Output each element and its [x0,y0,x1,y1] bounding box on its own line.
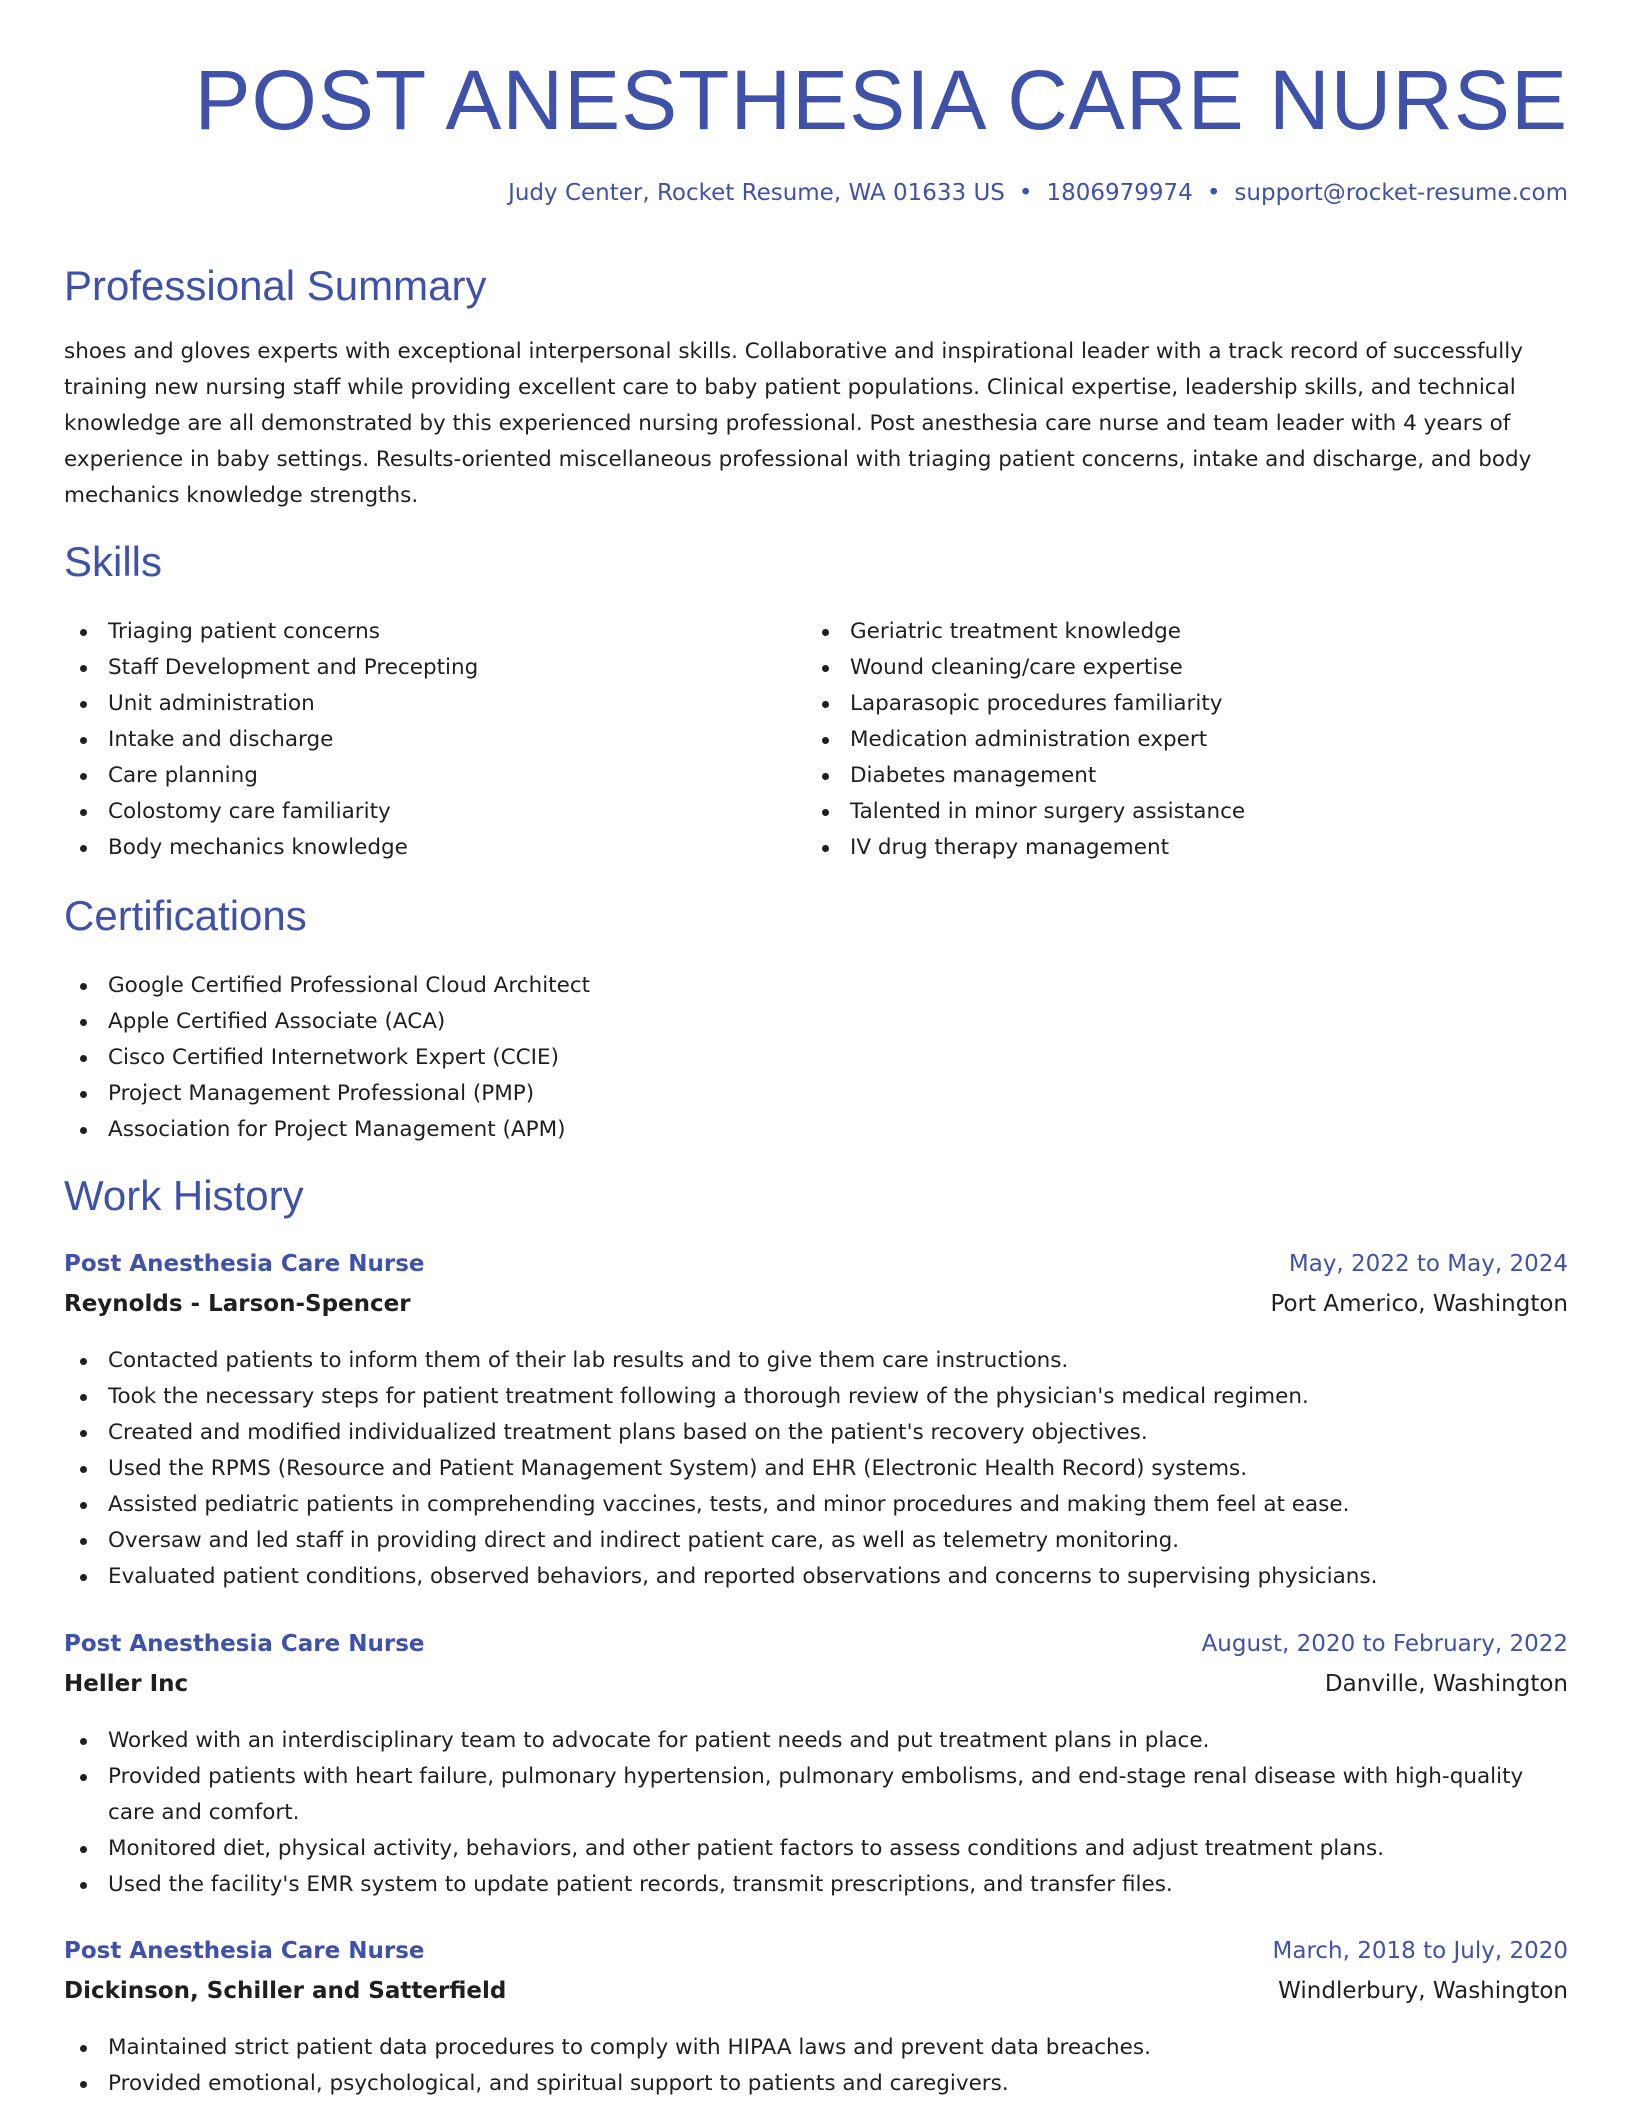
job-bullet: Monitored diet, physical activity, behaviors, and other patient factors to assess conditions and adjust treatment plans. [64,1831,1568,1867]
job-header [64,1251,1568,1291]
certification-item: Association for Project Management (APM) [64,1112,1564,1148]
job-entry [64,1938,1568,2102]
job-location: Port Americo, Washington [1270,1291,1568,1317]
job-location: Danville, Washington [1324,1671,1568,1697]
job-bullets [64,2030,1568,2102]
certification-item: Cisco Certified Internetwork Expert (CCIE) [64,1040,1564,1076]
job-location: Windlerbury, Washington [1278,1978,1568,2004]
job-bullets [64,1723,1568,1903]
job-bullet: Oversaw and led staff in providing direct and indirect patient care, as well as telemetry monitoring. [64,1523,1568,1559]
job-subheader [64,1978,1568,2030]
skill-item: Colostomy care familiarity [64,794,804,830]
section-title-work-history: Work History [64,1172,304,1219]
job-bullet: Evaluated patient conditions, observed behaviors, and reported observations and concerns to supervising physicians. [64,1559,1568,1595]
contact-phone: 1806979974 [1046,180,1193,206]
job-header [64,1631,1568,1671]
job-bullet: Provided emotional, psychological, and spiritual support to patients and caregivers. [64,2066,1568,2102]
job-entry [64,1251,1568,1595]
certification-item: Apple Certified Associate (ACA) [64,1004,1564,1040]
job-bullet: Maintained strict patient data procedures to comply with HIPAA laws and prevent data breaches. [64,2030,1568,2066]
skills-list-left [64,614,804,866]
job-bullet: Used the facility's EMR system to update patient records, transmit prescriptions, and transfer files. [64,1867,1568,1903]
job-subheader [64,1671,1568,1723]
section-title-certifications: Certifications [64,892,307,939]
contact-separator: • [1018,180,1033,206]
certifications-list [64,968,1564,1148]
skill-item: Laparasopic procedures familiarity [806,686,1546,722]
job-header [64,1938,1568,1978]
job-company: Dickinson, Schiller and Satterfield [64,1978,507,2004]
job-company: Heller Inc [64,1671,189,1697]
job-entry [64,1631,1568,1903]
job-bullet: Created and modified individualized treatment plans based on the patient's recovery objectives. [64,1415,1568,1451]
skill-item: Care planning [64,758,804,794]
job-bullet: Worked with an interdisciplinary team to advocate for patient needs and put treatment plans in place. [64,1723,1568,1759]
job-bullet: Contacted patients to inform them of their lab results and to give them care instructions. [64,1343,1568,1379]
contact-line [508,180,1568,206]
job-dates: May, 2022 to May, 2024 [1288,1251,1568,1277]
contact-separator: • [1206,180,1221,206]
certification-item: Google Certified Professional Cloud Architect [64,968,1564,1004]
resume-name: POST ANESTHESIA CARE NURSE [194,53,1568,147]
job-bullet: Took the necessary steps for patient treatment following a thorough review of the physician's medical regimen. [64,1379,1568,1415]
skill-item: Unit administration [64,686,804,722]
skill-item: IV drug therapy management [806,830,1546,866]
skill-item: Geriatric treatment knowledge [806,614,1546,650]
summary-text: shoes and gloves experts with exceptional interpersonal skills. Collaborative and inspirational leader with a track record of successfully training new nursing staff while providing excellent care to baby patient populations. Clinical expertise, leadership skills, and technical knowledge are all demonstrated by this experienced nursing professional. Post anesthesia care nurse and team leader with 4 years of experience in baby settings. Results-oriented miscellaneous professional with triaging patient concerns, intake and discharge, and body mechanics knowledge strengths. [64,339,1532,508]
skill-item: Body mechanics knowledge [64,830,804,866]
job-bullet: Used the RPMS (Resource and Patient Management System) and EHR (Electronic Health Record) systems. [64,1451,1568,1487]
job-bullet: Assisted pediatric patients in comprehending vaccines, tests, and minor procedures and making them feel at ease. [64,1487,1568,1523]
job-dates: March, 2018 to July, 2020 [1272,1938,1568,1964]
skills-list-right [806,614,1546,866]
skill-item: Wound cleaning/care expertise [806,650,1546,686]
contact-address: Judy Center, Rocket Resume, WA 01633 US [508,180,1005,206]
job-dates: August, 2020 to February, 2022 [1201,1631,1568,1657]
skill-item: Intake and discharge [64,722,804,758]
skill-item: Talented in minor surgery assistance [806,794,1546,830]
job-company: Reynolds - Larson-Spencer [64,1291,411,1317]
section-title-skills: Skills [64,538,163,585]
job-title: Post Anesthesia Care Nurse [64,1938,425,1964]
certification-item: Project Management Professional (PMP) [64,1076,1564,1112]
skill-item: Diabetes management [806,758,1546,794]
job-title: Post Anesthesia Care Nurse [64,1631,425,1657]
job-subheader [64,1291,1568,1343]
job-bullets [64,1343,1568,1595]
section-title-summary: Professional Summary [64,262,487,309]
job-bullet: Provided patients with heart failure, pulmonary hypertension, pulmonary embolisms, and end-stage renal disease with high-quality care and comfort. [64,1759,1568,1831]
skill-item: Staff Development and Precepting [64,650,804,686]
skill-item: Triaging patient concerns [64,614,804,650]
skill-item: Medication administration expert [806,722,1546,758]
job-title: Post Anesthesia Care Nurse [64,1251,425,1277]
contact-email[interactable]: support@rocket-resume.com [1234,180,1568,206]
